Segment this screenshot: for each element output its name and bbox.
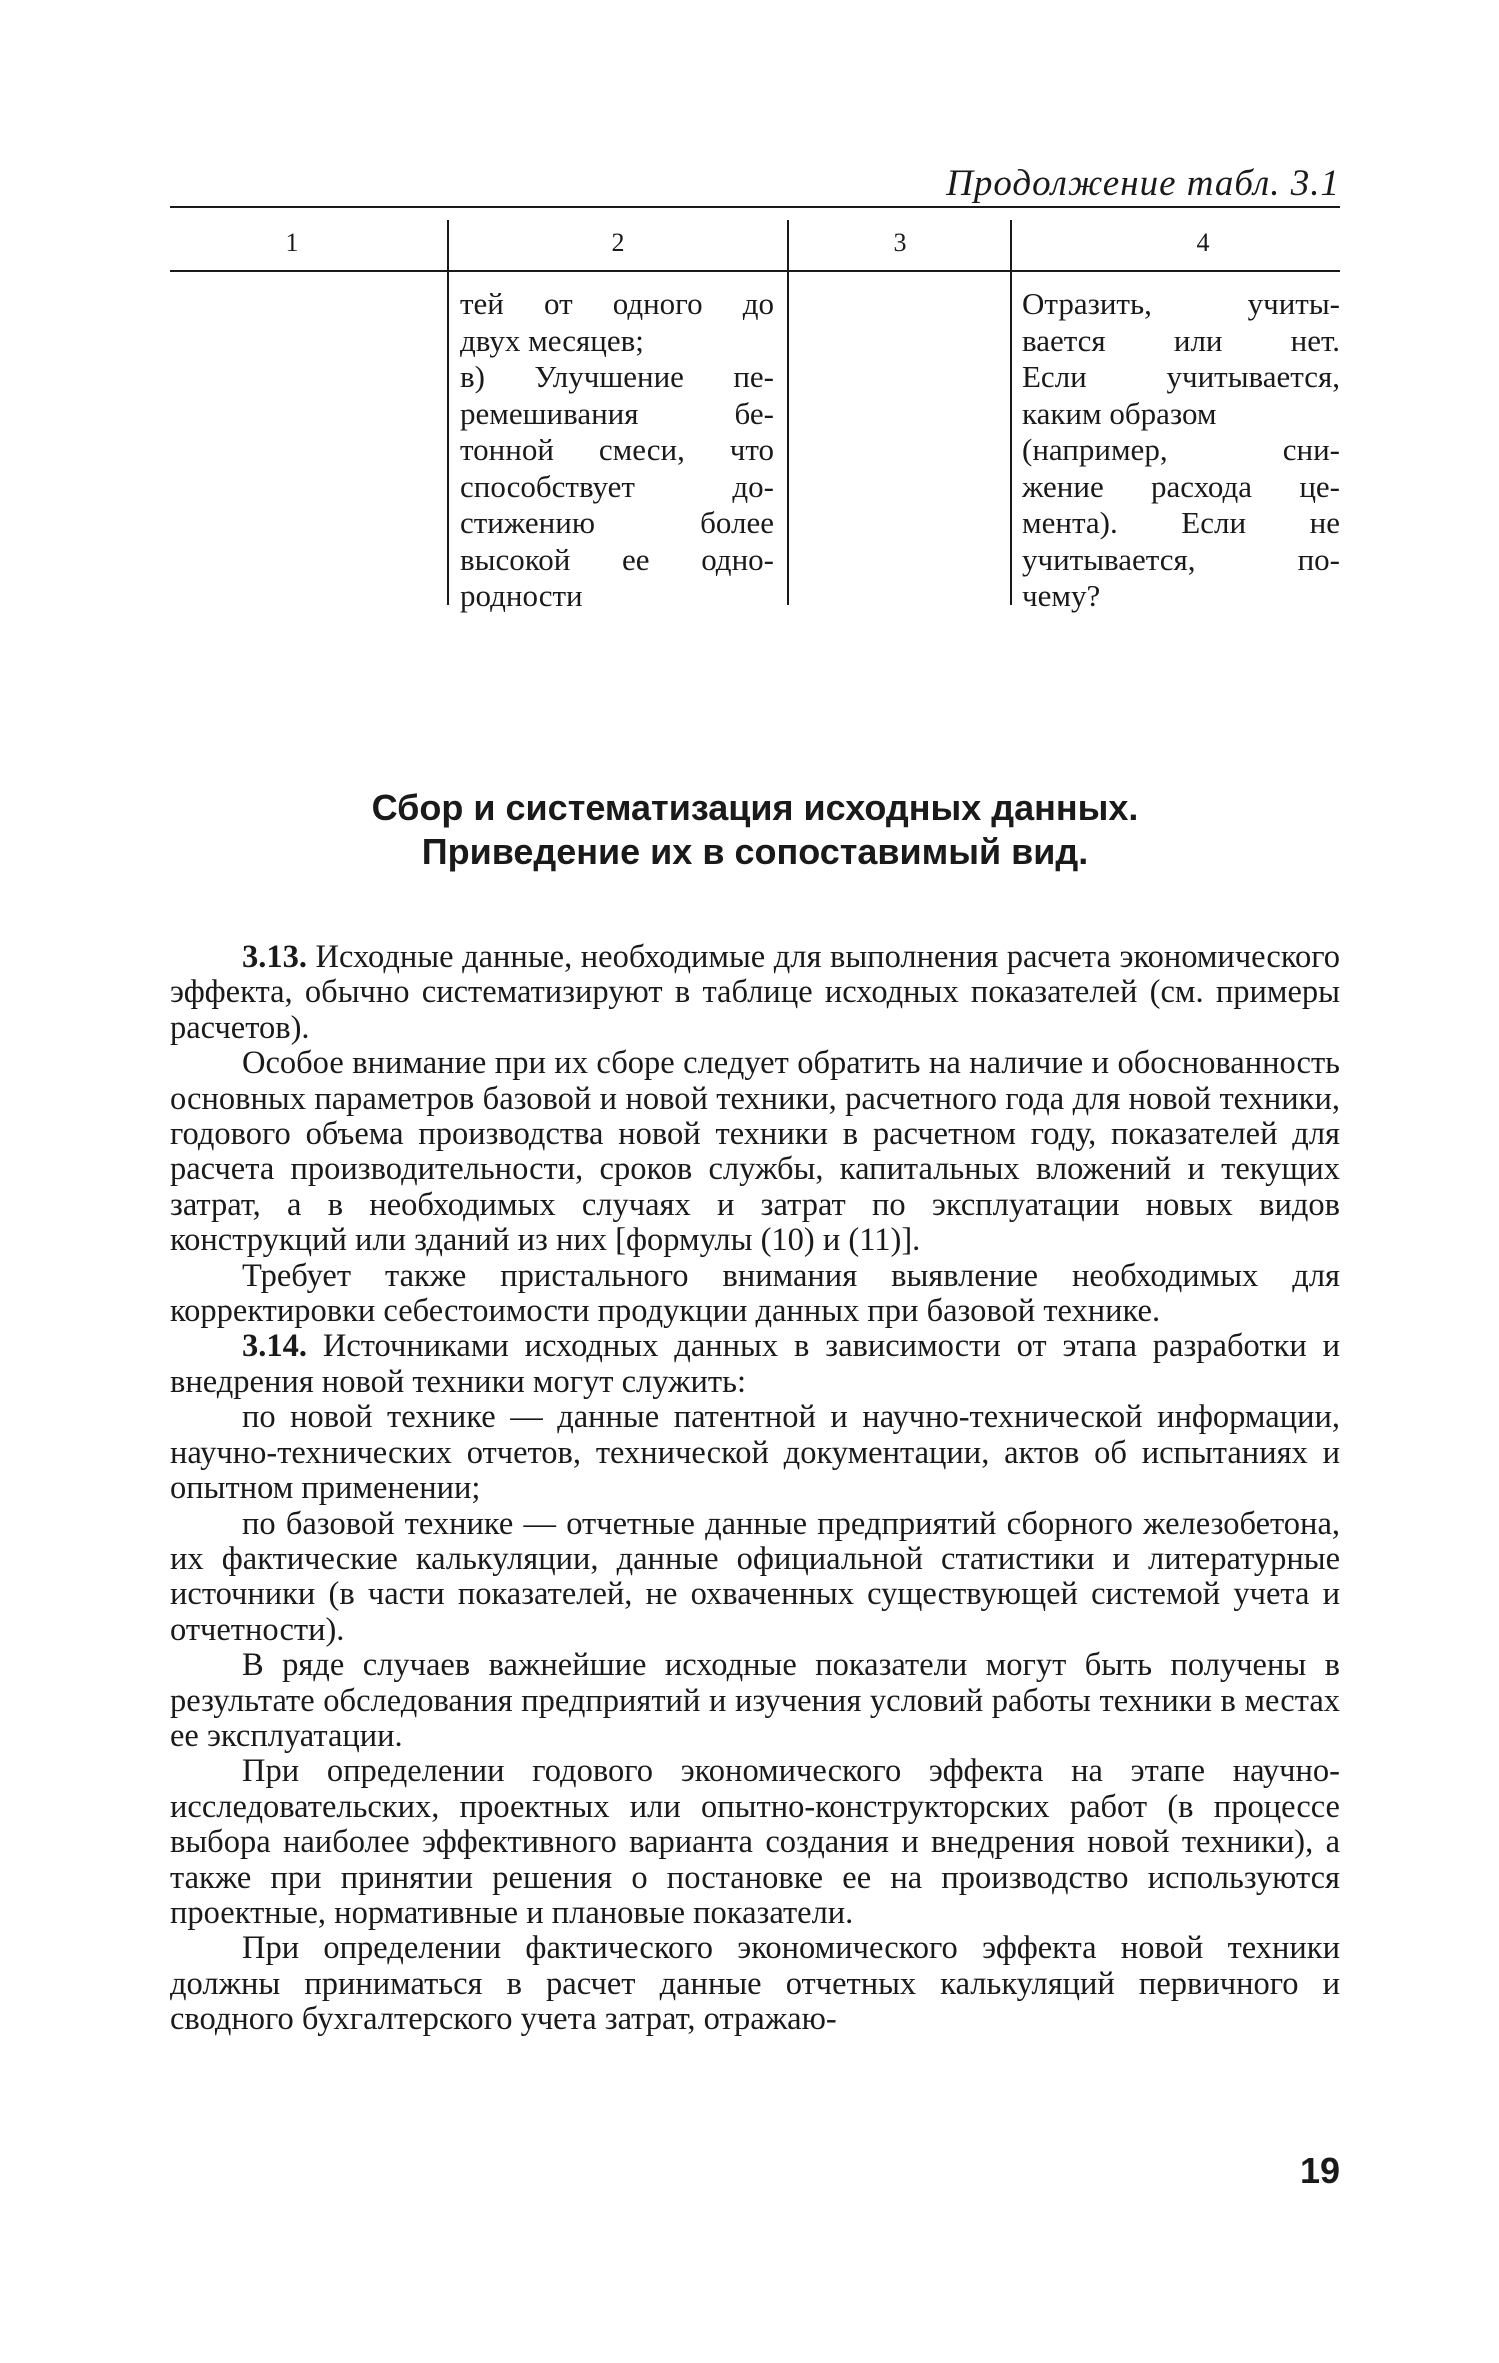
clause-number: 3.13.: [242, 939, 307, 975]
paragraph-text: При определении годового экономического эффекта на этапе научно-исследовательских, проектных или опытно-конструкторских работ (в процессе выбора наиболее эффективного варианта создания и внедрения новой техники), а также при принятии решения о постановке ее на производство используются проектные, нормативные и плановые показатели.: [170, 1753, 1340, 1931]
paragraph: [170, 1046, 1340, 1258]
column-divider-3: [1010, 220, 1012, 605]
cell-line: высокой ее одно-: [460, 541, 774, 577]
cell-line: чему?: [1022, 578, 1101, 613]
column-divider-2: [787, 220, 789, 605]
cell-line: (например, сни-: [1022, 432, 1340, 467]
document-page: [170, 0, 1340, 2363]
table-top-rule: [170, 206, 1340, 208]
table-continuation-caption: Продолжение табл. 3.1: [946, 163, 1340, 204]
cell-line: Если учитывается,: [1022, 359, 1340, 394]
column-number-3: 3: [893, 228, 907, 257]
paragraph: [170, 1400, 1340, 1506]
section-heading-line-1: Сбор и систематизация исходных данных.: [371, 787, 1139, 828]
table-header-rule: [170, 270, 1340, 272]
column-number-1: 1: [285, 228, 299, 257]
paragraph-text: Особое внимание при их сборе следует обратить на наличие и обоснованность основных параметров базовой и новой техники, расчетного года для новой техники, годового объема производства новой техники в расчетном году, показателей для расчета производительности, сроков службы, капитальных вложений и текущих затрат, а в необходимых случаях и затрат по эксплуатации новых видов конструкций или зданий из них [формулы (10) и (11)].: [170, 1045, 1340, 1259]
cell-line: учитывается, по-: [1022, 541, 1340, 577]
cell-line: в) Улучшение пе-: [460, 359, 774, 394]
cell-line: вается или нет.: [1022, 322, 1340, 358]
paragraph: [170, 1648, 1340, 1754]
table-cell-col2: [460, 286, 774, 615]
section-heading-line-2: Приведение их в сопоставимый вид.: [421, 831, 1089, 872]
table-cell-col4: [1022, 286, 1340, 615]
body-text: [170, 940, 1340, 2038]
clause-number: 3.14.: [242, 1328, 307, 1365]
paragraph-text: При определении фактического экономического эффекта новой техники должны приниматься в расчет данные отчетных калькуляций первичного и сводного бухгалтерского учета затрат, отражаю-: [170, 1930, 1340, 2038]
cell-line: способствует до-: [460, 468, 774, 504]
column-divider-1: [447, 220, 449, 605]
page-number: 19: [1299, 2150, 1340, 2191]
column-number-2: 2: [611, 228, 625, 257]
paragraph: [170, 1259, 1340, 1330]
cell-line: мента). Если не: [1022, 505, 1340, 540]
paragraph-text: Источниками исходных данных в зависимости от этапа разработки и внедрения новой техники могут служить:: [170, 1328, 1340, 1400]
cell-line: тей от одного до: [460, 286, 774, 321]
cell-line: каким образом: [1022, 395, 1217, 431]
paragraph-text: по базовой технике — отчетные данные предприятий сборного железобетона, их фактические калькуляции, данные официальной статистики и литературные источники (в части показателей, не охваченных существующей системой учета и отчетности).: [170, 1505, 1340, 1648]
cell-line: Отразить, учиты-: [1022, 286, 1340, 321]
paragraph-text: В ряде случаев важнейшие исходные показатели могут быть получены в результате обследования предприятий и изучения условий работы техники в местах ее эксплуатации.: [170, 1647, 1340, 1754]
paragraph: [170, 940, 1340, 1046]
cell-line: родности: [460, 578, 583, 613]
cell-line: жение расхода це-: [1022, 468, 1340, 504]
cell-line: стижению более: [460, 505, 774, 540]
cell-line: ремешивания бе-: [460, 395, 774, 431]
paragraph-text: Требует также пристального внимания выявление необходимых для корректировки себестоимости продукции данных при базовой технике.: [170, 1257, 1340, 1330]
paragraph-text: по новой технике — данные патентной и научно-технической информации, научно-технических отчетов, технической документации, актов об испытаниях и опытном применении;: [170, 1399, 1340, 1507]
paragraph-text: Исходные данные, необходимые для выполнения расчета экономического эффекта, обычно систематизируют в таблице исходных показателей (см. примеры расчетов).: [170, 939, 1340, 1046]
cell-line: тонной смеси, что: [460, 432, 774, 467]
cell-line: двух месяцев;: [460, 322, 644, 358]
paragraph: [170, 1329, 1340, 1400]
paragraph: [170, 1507, 1340, 1649]
section-heading: [170, 786, 1340, 874]
continued-table: [170, 206, 1340, 613]
paragraph: [170, 1931, 1340, 2037]
paragraph: [170, 1754, 1340, 1931]
column-number-4: 4: [1196, 228, 1210, 257]
